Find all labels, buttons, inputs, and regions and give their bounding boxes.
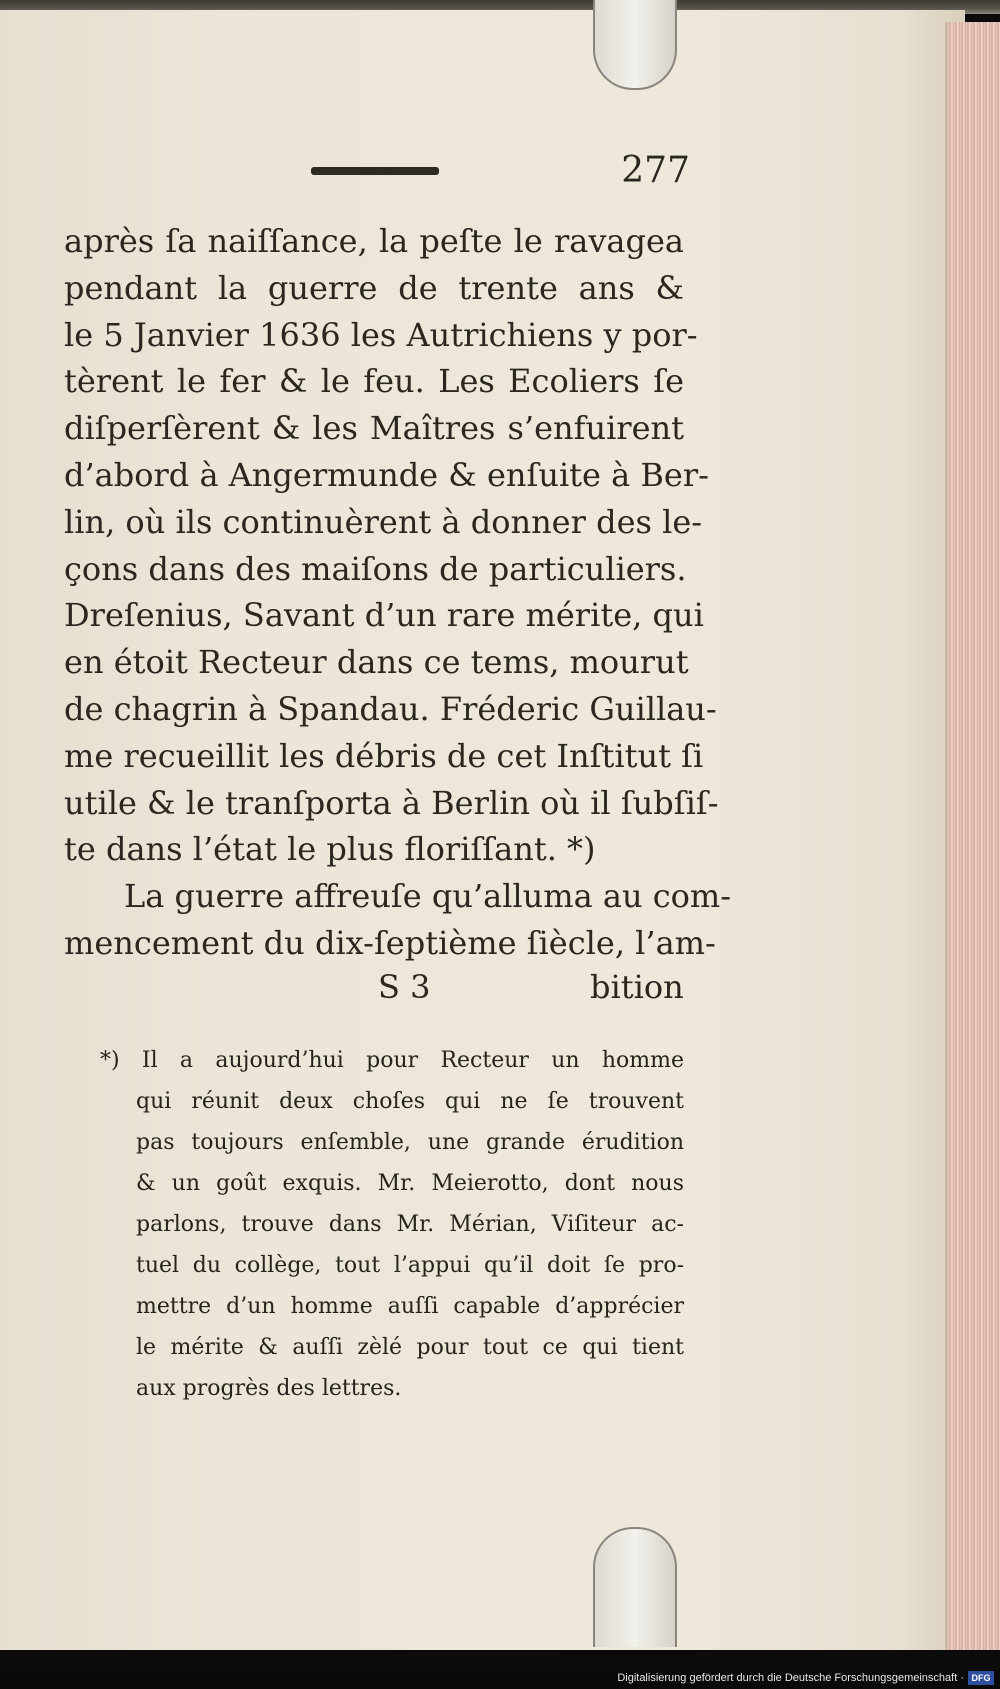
signature-mark: S 3 bbox=[378, 968, 431, 1006]
paragraph-start-line: La guerre affreuſe qu’alluma au com- bbox=[124, 877, 732, 916]
text-line: çons dans des maiſons de particuliers. bbox=[64, 549, 687, 588]
text-line: te dans l’état le plus floriſſant. *) bbox=[64, 830, 596, 869]
footnote-block bbox=[100, 1040, 684, 1409]
text-line: me recueillit les débris de cet Inſtitut ſi bbox=[64, 736, 704, 775]
footnote-line: pas toujours enſemble, une grande érudition bbox=[136, 1130, 684, 1155]
text-line: utile & le tranſporta à Berlin où il ſubſiſ- bbox=[64, 783, 719, 822]
text-line: diſperſèrent & les Maîtres s’enfuirent bbox=[64, 409, 684, 448]
main-text-block bbox=[64, 218, 732, 967]
text-line: pendant la guerre de trente ans & bbox=[64, 268, 684, 307]
footnote-line: *) Il a aujourd’hui pour Recteur un homme bbox=[100, 1048, 684, 1073]
dfg-logo: DFG bbox=[968, 1671, 994, 1685]
footnote-line: & un goût exquis. Mr. Meierotto, dont nous bbox=[136, 1171, 684, 1196]
footnote-line: tuel du collège, tout l’appui qu’il doit ſe pro- bbox=[136, 1253, 684, 1278]
text-line: mencement du dix-ſeptième ſiècle, l’am- bbox=[64, 923, 716, 962]
footnote-line: le mérite & auſſi zèlé pour tout ce qui tient bbox=[136, 1335, 684, 1360]
footnote-line: qui réunit deux choſes qui ne ſe trouvent bbox=[136, 1089, 684, 1114]
footnote-line: mettre d’un homme auſſi capable d’apprécier bbox=[136, 1294, 684, 1319]
page-clip-top bbox=[593, 0, 677, 90]
catchword: bition bbox=[590, 968, 684, 1006]
footnote-line: parlons, trouve dans Mr. Mérian, Viſiteur ac- bbox=[136, 1212, 684, 1237]
text-line: de chagrin à Spandau. Fréderic Guillau- bbox=[64, 689, 717, 728]
text-line: en étoit Recteur dans ce tems, mourut bbox=[64, 643, 689, 682]
page-clip-bottom bbox=[593, 1527, 677, 1647]
text-line: Dreſenius, Savant d’un rare mérite, qui bbox=[64, 596, 704, 635]
text-line: après ſa naiſſance, la peſte le ravagea bbox=[64, 222, 684, 260]
digitization-credit: Digitalisierung gefördert durch die Deutsche Forschungsgemeinschaft · bbox=[0, 1668, 1000, 1689]
text-line: tèrent le fer & le feu. Les Ecoliers ſe bbox=[64, 362, 684, 401]
header-ornament-rule bbox=[311, 167, 439, 175]
page-number: 277 bbox=[621, 150, 690, 191]
text-line: d’abord à Angermunde & enſuite à Ber- bbox=[64, 455, 709, 494]
page-fore-edge bbox=[945, 22, 1000, 1650]
footnote-line: aux progrès des lettres. bbox=[136, 1376, 402, 1401]
text-line: le 5 Janvier 1636 les Autrichiens y por- bbox=[64, 315, 698, 354]
text-line: lin, où ils continuèrent à donner des le- bbox=[64, 502, 703, 541]
